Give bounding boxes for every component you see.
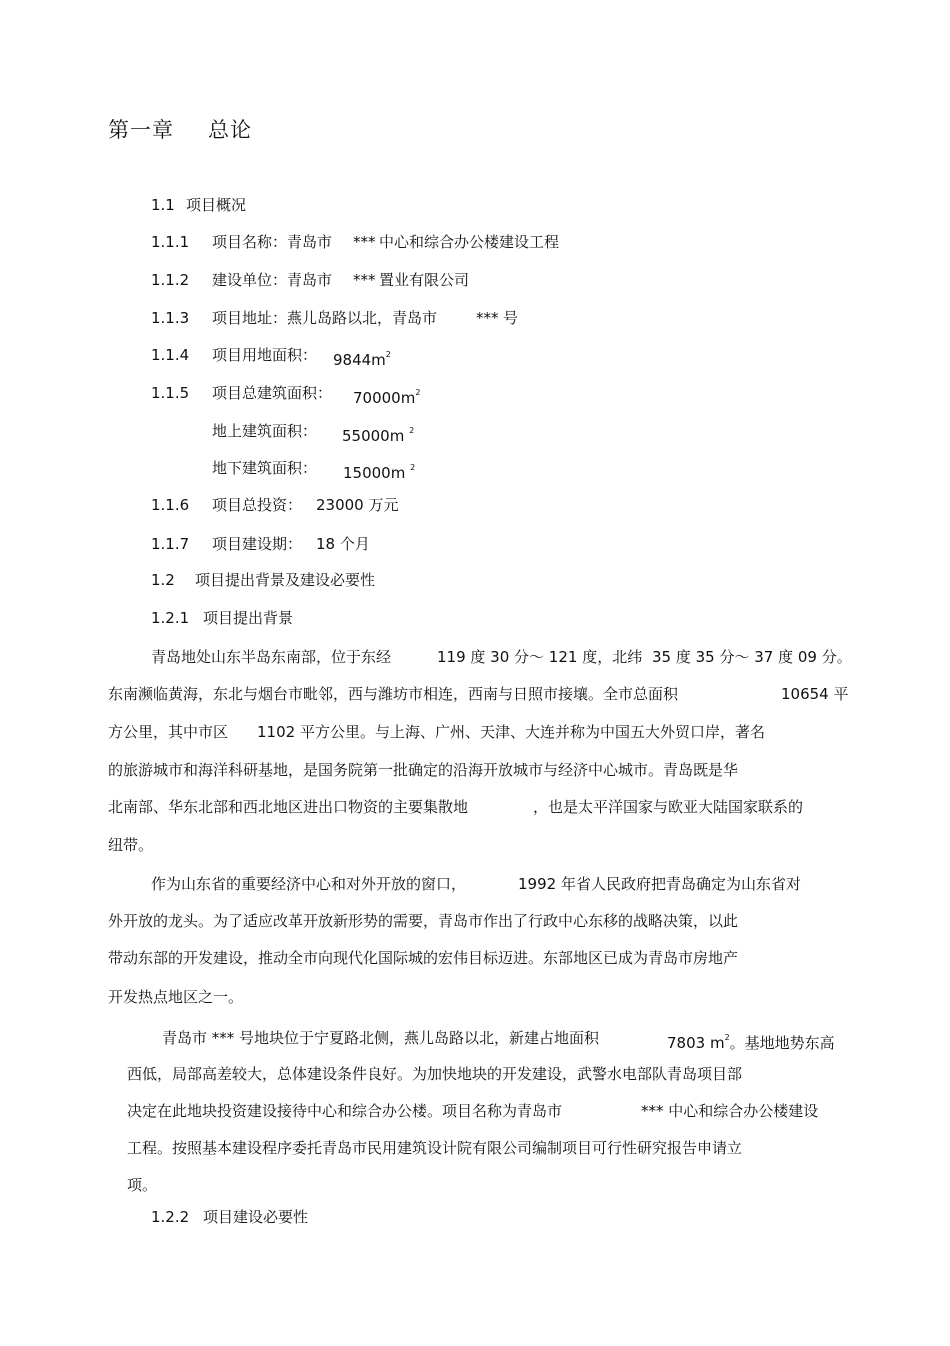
section-number: 1.1 <box>151 196 175 214</box>
section-number: 1.1.5 <box>151 384 190 402</box>
paragraph-line: 35 度 35 分～ 37 度 09 分。 <box>652 648 852 666</box>
section-number: 1.2.1 <box>151 609 190 627</box>
section-heading: 项目提出背景 <box>203 609 294 627</box>
paragraph-line: 作为山东省的重要经济中心和对外开放的窗口， <box>151 875 467 893</box>
redacted-stars: *** <box>353 271 376 289</box>
chapter-number: 第一章 <box>108 118 174 142</box>
section-number: 1.1.6 <box>151 496 190 514</box>
construction-period-value: 18 个月 <box>316 535 370 553</box>
paragraph-line: 带动东部的开发建设，推动全市向现代化国际城的宏伟目标迈进。东部地区已成为青岛市房地产 <box>108 949 739 967</box>
land-area-label: 项目用地面积： <box>212 346 318 364</box>
section-heading: 项目建设必要性 <box>203 1208 309 1226</box>
above-ground-area-value: 55000m $^2$ <box>342 426 415 445</box>
section-heading: 项目概况 <box>186 196 247 214</box>
section-number: 1.1.4 <box>151 346 190 364</box>
redacted-stars: *** <box>476 309 499 327</box>
paragraph-line: 西低，局部高差较大，总体建设条件良好。为加快地块的开发建设，武警水电部队青岛项目部 <box>127 1065 743 1083</box>
section-number: 1.2.2 <box>151 1208 190 1226</box>
project-name-label: 项目名称：青岛市 <box>212 233 333 251</box>
paragraph-line: 外开放的龙头。为了适应改革开放新形势的需要，青岛市作出了行政中心东移的战略决策，以此 <box>108 912 739 930</box>
paragraph-line: 决定在此地块投资建设接待中心和综合办公楼。项目名称为青岛市 <box>127 1102 563 1120</box>
paragraph-line: 方公里，其中市区 <box>108 723 229 741</box>
section-heading: 项目提出背景及建设必要性 <box>195 571 376 589</box>
address-suffix: 号 <box>503 309 519 327</box>
redacted-stars: *** <box>353 233 376 251</box>
section-number: 1.1.1 <box>151 233 190 251</box>
above-ground-area-label: 地上建筑面积： <box>212 422 318 440</box>
paragraph-line: 工程。按照基本建设程序委托青岛市民用建筑设计院有限公司编制项目可行性研究报告申请立 <box>127 1139 743 1157</box>
address-label: 项目地址：燕儿岛路以北，青岛市 <box>212 309 438 327</box>
section-number: 1.2 <box>151 571 175 589</box>
investment-label: 项目总投资： <box>212 496 303 514</box>
paragraph-line: 东南濒临黄海，东北与烟台市毗邻，西与潍坊市相连，西南与日照市接壤。全市总面积 <box>108 685 679 703</box>
paragraph-line: 项。 <box>127 1176 158 1194</box>
below-ground-area-label: 地下建筑面积： <box>212 459 318 477</box>
total-area-value: $70000m^2$ <box>353 388 421 407</box>
section-number: 1.1.3 <box>151 309 190 327</box>
project-name-value: 中心和综合办公楼建设工程 <box>379 233 560 251</box>
investment-value: 23000 万元 <box>316 496 399 514</box>
paragraph-line: ，也是太平洋国家与欧亚大陆国家联系的 <box>533 798 804 816</box>
chapter-title: 总论 <box>208 118 252 142</box>
paragraph-line: 纽带。 <box>108 836 154 854</box>
section-number: 1.1.7 <box>151 535 190 553</box>
paragraph-line: 青岛市 *** 号地块位于宁夏路北侧，燕儿岛路以北，新建占地面积 <box>162 1029 600 1047</box>
paragraph-line: 7803 $m^2$。基地地势东高 <box>667 1033 835 1052</box>
paragraph-line: 10654 平 <box>781 685 849 703</box>
construction-period-label: 项目建设期： <box>212 535 303 553</box>
paragraph-line: 的旅游城市和海洋科研基地，是国务院第一批确定的沿海开放城市与经济中心城市。青岛既是华 <box>108 761 739 779</box>
paragraph-line: *** 中心和综合办公楼建设 <box>641 1102 819 1120</box>
section-number: 1.1.2 <box>151 271 190 289</box>
paragraph-line: 119 度 30 分～ 121 度，北纬 <box>437 648 643 666</box>
paragraph-line: 1102 平方公里。与上海、广州、天津、大连并称为中国五大外贸口岸，著名 <box>257 723 765 741</box>
total-area-label: 项目总建筑面积： <box>212 384 333 402</box>
builder-label: 建设单位：青岛市 <box>212 271 333 289</box>
paragraph-line: 开发热点地区之一。 <box>108 988 244 1006</box>
below-ground-area-value: 15000m $^2$ <box>343 463 416 482</box>
land-area-value: $9844m^2$ <box>333 350 391 369</box>
paragraph-line: 青岛地处山东半岛东南部，位于东经 <box>151 648 392 666</box>
builder-value: 置业有限公司 <box>379 271 470 289</box>
paragraph-line: 北南部、华东北部和西北地区进出口物资的主要集散地 <box>108 798 469 816</box>
paragraph-line: 1992 年省人民政府把青岛确定为山东省对 <box>518 875 801 893</box>
